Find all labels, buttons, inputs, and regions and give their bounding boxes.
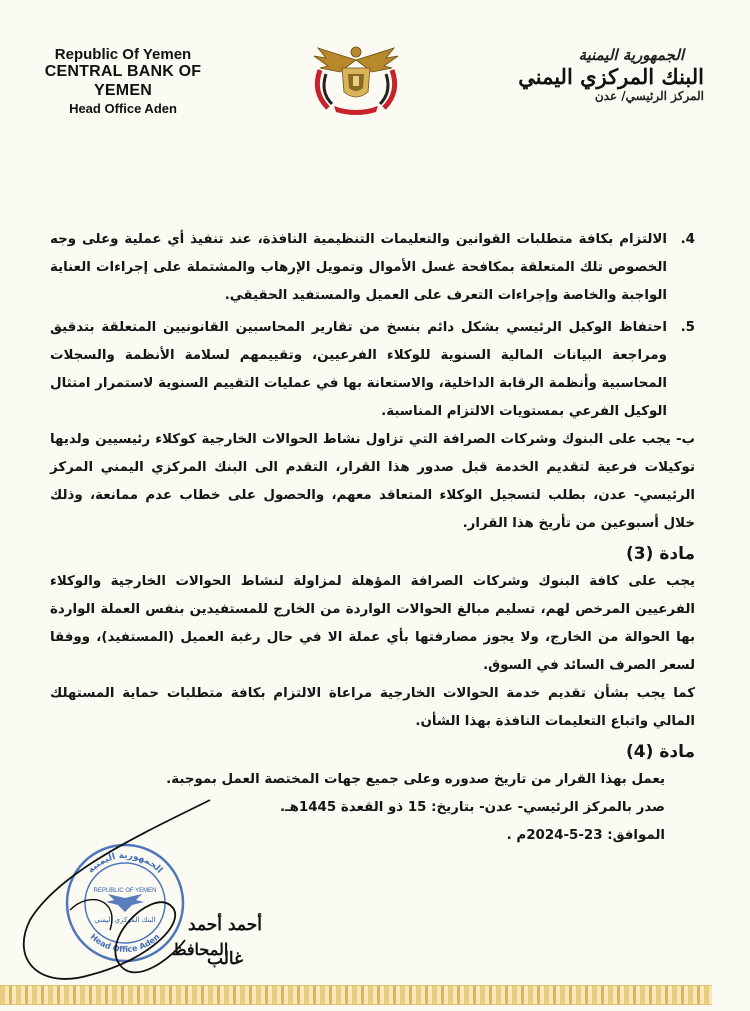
yemen-eagle-emblem-icon <box>306 40 406 118</box>
header-ar-office: المركز الرئيسي/ عدن <box>594 89 704 104</box>
article-3-paragraph-2: كما يجب بشأن تقديم خدمة الحوالات الخارجية مراعاة الالتزام بكافة متطلبات حماية المستهلك المالي واتباع التعليمات النافذة بهذا الشأن. <box>50 686 695 729</box>
header-en-office: Head Office Aden <box>69 101 177 117</box>
footer-ornament-band <box>0 985 712 1005</box>
article-3-heading: مادة (3) <box>626 544 695 564</box>
list-item-number: 5. <box>680 320 695 335</box>
stamp-top-text: الجمهورية اليمنية <box>85 850 165 876</box>
stamp-ar-text: البنك المركزي اليمني <box>94 916 156 924</box>
list-item-text: احتفاظ الوكيل الرئيسي بشكل دائم بنسخ من تقارير المحاسبين القانونيين المتعلقة بتدقيق ومراجعة البيانات المالية السنوية للوكلاء الفرعيين، وتقييمهم لسلامة الأنظمة والسجلات المحاسبية وأنظمة الرقابة الداخلية، والاستعانة بها في عمليات التقييم السنوية لاستمرار امتثال الوكيل الفرعي بمستويات الالتزام المناسبة. <box>50 320 667 419</box>
header-ar-country: الجمهورية اليمنية <box>578 46 684 64</box>
stamp-bottom-text: Head Office Aden <box>88 932 162 955</box>
list-item-text: الالتزام بكافة متطلبات القوانين والتعليمات التنظيمية النافذة، عند تنفيذ أي عملية وعلى وجه الخصوص تلك المتعلقة بمكافحة غسل الأموال وتمويل الإرهاب والمشتملة على إجراءات العناية الواجبة والخاصة وإجراءات التعرف على العميل والمستفيد الحقيقي. <box>50 232 667 303</box>
document-body <box>50 226 695 850</box>
stamp-en-text: REPUBLIC OF YEMEN <box>93 888 157 894</box>
clause-b: ب- يجب على البنوك وشركات الصرافة التي تزاول نشاط الحوالات الخارجية كوكلاء رئيسيين ولديها توكيلات فرعية لتقديم الخدمة قبل صدور هذا القرار، التقدم الى البنك المركزي اليمني المركز الرئيسي- عدن، بطلب لتسجيل الوكلاء المتعاقد معهم، والحصول على خطاب عدم ممانعة، وذلك خلال أسبوعين من تأريخ هذا القرار. <box>50 432 695 531</box>
signatory-name: أحمد أحمد غالب <box>188 915 262 969</box>
header-ar-bank: البنك المركزي اليمني <box>518 64 704 89</box>
header-english <box>28 46 218 117</box>
list-item <box>50 226 695 310</box>
article-4-heading: مادة (4) <box>626 742 695 762</box>
signatory-title: المحافظ <box>171 940 229 959</box>
header-en-country: Republic Of Yemen <box>54 46 192 63</box>
date-line: الموافق: 23-5-2024م . <box>506 828 665 843</box>
issued-line: صدر بالمركز الرئيسي- عدن- بتاريخ: 15 ذو القعدة 1445هـ. <box>279 800 665 815</box>
article-4-paragraph: يعمل بهذا القرار من تاريخ صدوره وعلى جميع جهات المختصة العمل بموجبة. <box>166 772 665 787</box>
list-item <box>50 314 695 426</box>
article-3-paragraph: يجب على كافة البنوك وشركات الصرافة المؤهلة لمزاولة لنشاط الحوالات الخارجية والوكلاء الفرعيين المرخص لهم، تسليم مبالغ الحوالات الواردة من الخارج للمستفيدين بنفس العملة الواردة بها الحوالة من الخارج، ولا يجوز مصارفتها بأي عملة الا في حال رغبة العميل (المستفيد)، ووفقا لسعر الصرف السائد في السوق. <box>50 574 695 673</box>
header-arabic <box>504 46 704 104</box>
list-item-number: 4. <box>680 232 695 247</box>
header-en-bank: CENTRAL BANK OF YEMEN <box>44 63 202 99</box>
